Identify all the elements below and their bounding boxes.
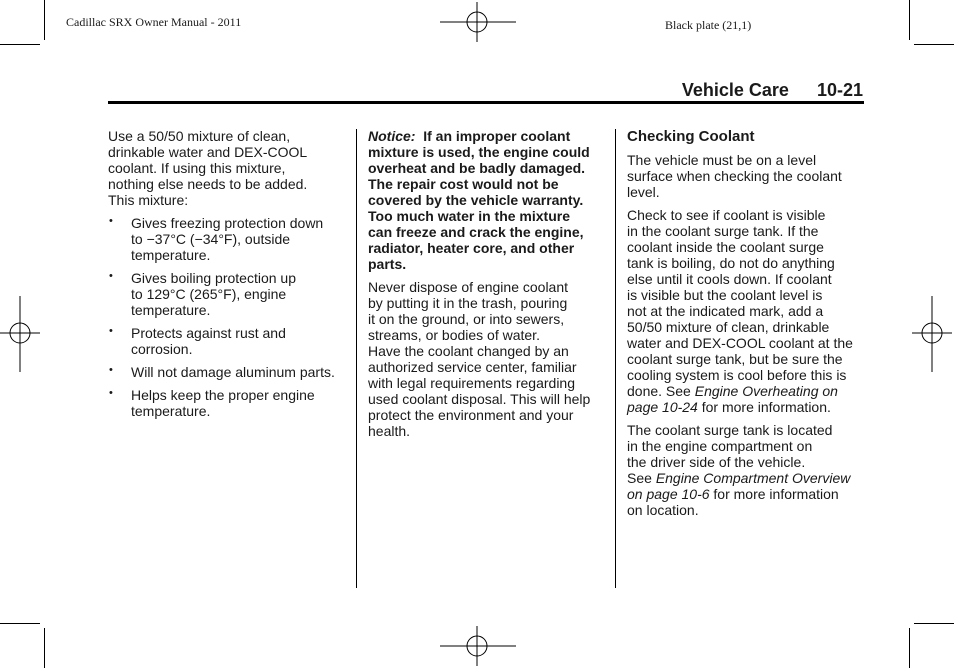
- crop-mark: [0, 44, 40, 45]
- text-line: used coolant disposal. This will help: [368, 391, 591, 407]
- cross-reference-text: Engine Compartment Overview: [655, 470, 851, 486]
- text-line: coolant. If using this mixture,: [108, 160, 286, 176]
- text-line: Have the coolant changed by an: [368, 343, 569, 359]
- text-line: corrosion.: [131, 341, 193, 357]
- running-head: [600, 80, 863, 101]
- column-divider: [356, 129, 357, 588]
- list-item: [108, 270, 348, 318]
- text-line: temperature.: [131, 302, 211, 318]
- text-line: water and DEX-COOL coolant at the: [627, 335, 853, 351]
- text-line: health.: [368, 423, 411, 439]
- text-line: tank is boiling, do not do anything: [627, 255, 835, 271]
- surge-tank-paragraph: [627, 207, 872, 415]
- crop-mark: [909, 0, 910, 40]
- text-line: the driver side of the vehicle.: [627, 454, 806, 470]
- mixture-benefits-list: [108, 215, 348, 419]
- text-line: If an improper coolant: [423, 128, 571, 144]
- text-line: to −37°C (−34°F), outside: [131, 231, 291, 247]
- text-line: Check to see if coolant is visible: [627, 207, 826, 223]
- list-item: [108, 364, 348, 380]
- text-line: Gives boiling protection up: [131, 270, 296, 286]
- text-line: Protects against rust and: [131, 325, 286, 341]
- text-line: The vehicle must be on a level: [627, 152, 817, 168]
- crop-mark: [44, 0, 45, 40]
- text-line: authorized service center, familiar: [368, 359, 577, 375]
- crop-mark: [0, 623, 40, 624]
- text-line: The coolant surge tank is located: [627, 422, 833, 438]
- text-line: mixture is used, the engine could: [368, 144, 590, 160]
- page-number: 10-21: [816, 80, 863, 100]
- text-line: covered by the vehicle warranty.: [368, 192, 584, 208]
- registration-mark-left-icon: [0, 296, 40, 372]
- bullet-icon: •: [109, 215, 113, 227]
- column-divider: [615, 129, 616, 588]
- text-line: nothing else needs to be added.: [108, 176, 308, 192]
- text-line: streams, or bodies of water.: [368, 327, 540, 343]
- bullet-icon: •: [109, 364, 113, 376]
- text-line: The repair cost would not be: [368, 176, 559, 192]
- text-line: on location.: [627, 502, 699, 518]
- text-line: cooling system is cool before this is: [627, 367, 847, 383]
- crop-mark: [909, 628, 910, 668]
- text-line: in the coolant surge tank. If the: [627, 223, 819, 239]
- cross-reference-text: page 10-24: [627, 399, 698, 415]
- registration-mark-top-icon: [440, 2, 516, 42]
- text-line: Will not damage aluminum parts.: [131, 364, 335, 380]
- text-line: is visible but the coolant level is: [627, 287, 823, 303]
- text-line: protect the environment and your: [368, 407, 574, 423]
- header-rule: [108, 101, 864, 104]
- section-title: Vehicle Care: [681, 80, 789, 100]
- text-line: radiator, heater core, and other: [368, 240, 575, 256]
- text-line: in the engine compartment on: [627, 438, 813, 454]
- column-1: [108, 128, 348, 426]
- text-line: surface when checking the coolant: [627, 168, 842, 184]
- plate-label: Black plate (21,1): [665, 18, 752, 32]
- manual-title: Cadillac SRX Owner Manual - 2011: [66, 15, 242, 29]
- section-heading: Checking Coolant: [627, 128, 755, 145]
- text-line: This mixture:: [108, 192, 189, 208]
- text-line: Helps keep the proper engine: [131, 387, 315, 403]
- bullet-icon: •: [109, 325, 113, 337]
- bullet-icon: •: [109, 387, 113, 399]
- list-item: [108, 325, 348, 357]
- notice-label: Notice:: [368, 128, 416, 144]
- text-line: Use a 50/50 mixture of clean,: [108, 128, 291, 144]
- text-line: with legal requirements regarding: [368, 375, 575, 391]
- text-line: overheat and be badly damaged.: [368, 160, 586, 176]
- text-line: temperature.: [131, 247, 211, 263]
- list-item: [108, 387, 348, 419]
- text-fragment: See: [627, 470, 656, 486]
- location-paragraph: [627, 422, 872, 518]
- column-2: [368, 128, 608, 446]
- text-line: to 129°C (265°F), engine: [131, 286, 287, 302]
- text-line: Never dispose of engine coolant: [368, 279, 569, 295]
- text-fragment: for more information: [709, 486, 839, 502]
- text-line: parts.: [368, 256, 407, 272]
- text-line: else until it cools down. If coolant: [627, 271, 832, 287]
- crop-mark: [44, 628, 45, 668]
- registration-mark-right-icon: [912, 296, 952, 372]
- text-fragment: for more information.: [697, 399, 831, 415]
- notice-paragraph: [368, 128, 608, 272]
- text-line: coolant surge tank, but be sure the: [627, 351, 843, 367]
- text-fragment: done. See: [627, 383, 695, 399]
- text-line: 50/50 mixture of clean, drinkable: [627, 319, 830, 335]
- bullet-icon: •: [109, 270, 113, 282]
- disposal-paragraph: [368, 279, 608, 439]
- crop-mark: [914, 623, 954, 624]
- intro-paragraph: [108, 128, 348, 208]
- text-line: drinkable water and DEX-COOL: [108, 144, 308, 160]
- level-paragraph: [627, 152, 872, 200]
- text-line: coolant inside the coolant surge: [627, 239, 824, 255]
- text-line: level.: [627, 184, 660, 200]
- cross-reference-text: on page 10-6: [627, 486, 710, 502]
- text-line: Gives freezing protection down: [131, 215, 324, 231]
- text-line: by putting it in the trash, pouring: [368, 295, 568, 311]
- list-item: [108, 215, 348, 263]
- text-line: Too much water in the mixture: [368, 208, 570, 224]
- cross-reference-text: Engine Overheating on: [694, 383, 838, 399]
- crop-mark: [914, 44, 954, 45]
- text-line: can freeze and crack the engine,: [368, 224, 584, 240]
- registration-mark-bottom-icon: [440, 626, 516, 666]
- text-line: it on the ground, or into sewers,: [368, 311, 565, 327]
- column-3: [627, 128, 872, 525]
- text-line: not at the indicated mark, add a: [627, 303, 824, 319]
- text-line: temperature.: [131, 403, 211, 419]
